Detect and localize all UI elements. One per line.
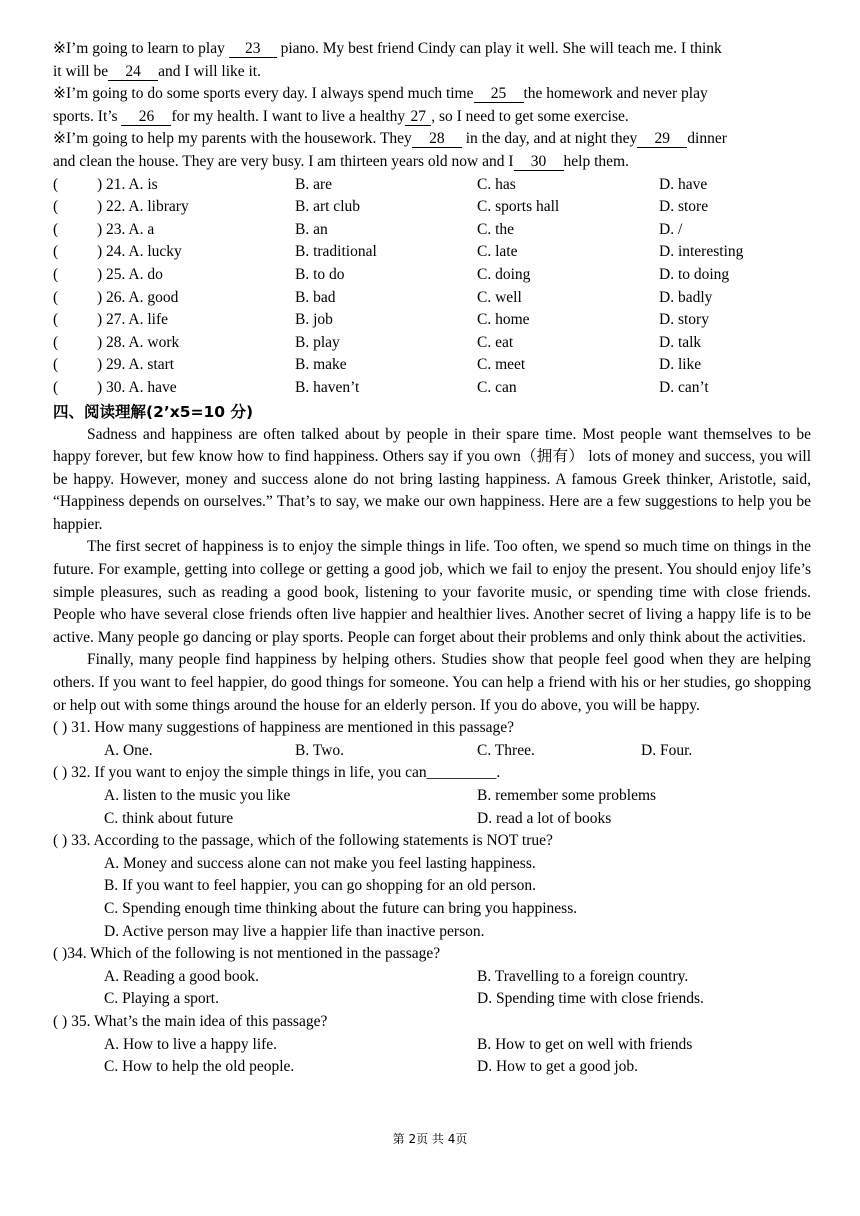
question-31-options (53, 740, 811, 763)
blank-24: 24 (108, 64, 158, 81)
question-number: ) 21. A. is (97, 175, 158, 193)
question-number: ) 27. A. life (97, 311, 169, 329)
text: , so I need to get some exercise. (431, 107, 629, 125)
question-32-options-row (53, 808, 811, 831)
option-c: C. the (477, 220, 515, 238)
blank-28: 28 (412, 131, 462, 148)
option-c: C. eat (477, 333, 514, 351)
text: help them. (563, 152, 629, 170)
option-c: C. home (477, 311, 530, 329)
option-d: D. read a lot of books (477, 809, 612, 827)
option-d: D. story (659, 311, 709, 329)
option-b: B. make (295, 356, 347, 374)
option-b: B. are (295, 175, 333, 193)
option-d: D. have (659, 175, 708, 193)
question-number: ) 29. A. start (97, 356, 175, 374)
choice-row: ( ) 30. A. have B. haven’t C. can D. can’t (53, 377, 811, 400)
option-a: A. One. (104, 741, 153, 759)
option-d: D. store (659, 198, 709, 216)
question-number: ) 30. A. have (97, 378, 177, 396)
option-b: B. Two. (295, 741, 345, 759)
choice-row: ( ) 23. A. a B. an C. the D. / (53, 219, 811, 242)
text: ※I’m going to do some sports every day. I always spend much time (53, 85, 474, 103)
text: it will be (53, 62, 109, 80)
text: ※I’m going to learn to play (53, 40, 229, 57)
question-35: ( ) 35. What’s the main idea of this passage? (53, 1012, 328, 1030)
question-32-options-row (53, 785, 811, 808)
question-number: ) 22. A. library (97, 198, 189, 216)
option-d: D. like (659, 356, 702, 374)
option-a: A. Reading a good book. (104, 967, 259, 985)
text: and clean the house. They are very busy. I am thirteen years old now and I (53, 152, 514, 170)
option-a: A. How to live a happy life. (104, 1035, 278, 1053)
option-c: C. can (477, 378, 517, 396)
choice-row: ( ) 24. A. lucky B. traditional C. late D. interesting (53, 241, 811, 264)
text: in the day, and at night they (461, 130, 638, 148)
cloze-passage (53, 38, 811, 174)
option-d: D. Spending time with close friends. (477, 990, 704, 1008)
text: ※I’m going to help my parents with the housework. They (53, 130, 412, 148)
option-d: D. Four. (641, 741, 693, 759)
passage-paragraph: Finally, many people find happiness by helping others. Studies show that people feel good when they are helping others. If you want to feel happier, do good things for someone. You can help a friend with his or her studies, go shopping or help out with some things around the house for an elderly person. If you do above, you will be happy. (53, 651, 811, 714)
option-b: B. remember some problems (477, 787, 657, 804)
cloze-line (53, 151, 811, 174)
option-b: B. Travelling to a foreign country. (477, 967, 689, 985)
option-a: A. Money and success alone can not make you feel lasting happiness. (104, 854, 536, 872)
option-c: C. Three. (477, 741, 535, 759)
option-d: D. badly (659, 288, 713, 306)
question-number: ) 25. A. do (97, 265, 163, 283)
option-d: D. talk (659, 333, 702, 351)
option-b: B. play (295, 333, 340, 351)
question-33: ( ) 33. According to the passage, which of the following statements is NOT true? (53, 832, 553, 850)
blank-29: 29 (637, 131, 687, 148)
option-a: A. listen to the music you like (104, 787, 291, 804)
text: sports. It’s (53, 107, 122, 125)
option-c: C. late (477, 243, 518, 261)
cloze-line (53, 38, 811, 61)
question-number: ) 24. A. lucky (97, 243, 182, 261)
option-b: B. traditional (295, 243, 377, 261)
option-c: C. meet (477, 356, 526, 374)
option-c: C. sports hall (477, 198, 560, 216)
blank-23: 23 (229, 41, 277, 58)
choice-row: ( ) 22. A. library B. art club C. sports hall D. store (53, 196, 811, 219)
exam-page (53, 38, 811, 1079)
question-number: ) 23. A. a (97, 220, 155, 238)
question-35-options-row (53, 1056, 811, 1079)
text: piano. My best friend Cindy can play it well. She will teach me. I think (276, 40, 722, 57)
option-c: C. How to help the old people. (104, 1058, 295, 1076)
question-34: ( )34. Which of the following is not mentioned in the passage? (53, 945, 441, 963)
option-d: D. Active person may live a happier life than inactive person. (104, 922, 485, 940)
choice-row: ( ) 21. A. is B. are C. has D. have (53, 174, 811, 197)
question-number: ) 26. A. good (97, 288, 179, 306)
option-d: D. How to get a good job. (477, 1058, 639, 1076)
cloze-line (53, 61, 811, 84)
question-31: ( ) 31. How many suggestions of happiness are mentioned in this passage? (53, 719, 515, 737)
option-b: B. to do (295, 265, 345, 283)
option-c: C. think about future (104, 809, 234, 827)
passage-paragraph: Sadness and happiness are often talked about by people in their spare time. Most people want themselves to be happy forever, but few know how to find happiness. Others say if you own（拥有） lots of money and success, you will be happy. However, money and success alone do not bring lasting happiness. A famous Greek thinker, Aristotle, said, “Happiness depends on ourselves.” That’s to say, we make our own happiness. Here are a few suggestions to help you be happier. (53, 425, 811, 533)
cloze-line (53, 106, 811, 129)
option-d: D. interesting (659, 243, 744, 261)
option-c: C. has (477, 175, 516, 193)
choice-row: ( ) 27. A. life B. job C. home D. story (53, 309, 811, 332)
choice-row: ( ) 29. A. start B. make C. meet D. like (53, 354, 811, 377)
passage-paragraph: The first secret of happiness is to enjoy the simple things in life. Too often, we spend so much time on things in the future. For example, getting into college or getting a good job, which we fail to enjoy the present. You should enjoy life’s simple pleasures, such as reading a good book, listening to your favorite music, or spending time with close friends. People who have several close friends often live happier and healthier lives. Another secret of living a happy life is to be active. Many people go dancing or play sports. People can forget about their problems and only think about the activities. (53, 538, 811, 646)
reading-passage (53, 424, 811, 718)
option-c: C. Spending enough time thinking about the future can bring you happiness. (104, 899, 578, 917)
choice-row: ( ) 25. A. do B. to do C. doing D. to doing (53, 264, 811, 287)
question-number: ) 28. A. work (97, 333, 180, 351)
choice-row: ( ) 28. A. work B. play C. eat D. talk (53, 332, 811, 355)
option-c: C. Playing a sport. (104, 990, 219, 1008)
option-b: B. job (295, 311, 333, 329)
option-d: D. / (659, 220, 683, 238)
option-b: B. an (295, 220, 328, 238)
text: the homework and never play (523, 85, 708, 103)
reading-questions (53, 717, 811, 1079)
option-b: B. art club (295, 198, 360, 216)
cloze-choices-table (53, 174, 811, 400)
text: dinner (687, 130, 727, 148)
choice-row: ( ) 26. A. good B. bad C. well D. badly (53, 287, 811, 310)
option-c: C. well (477, 288, 522, 306)
cloze-line (53, 128, 811, 151)
option-b: B. How to get on well with friends (477, 1035, 693, 1053)
blank-25: 25 (474, 86, 524, 103)
option-d: D. can’t (659, 378, 709, 396)
page-footer: 第 2页 共 4页 (392, 1132, 468, 1146)
option-c: C. doing (477, 265, 531, 283)
option-b: B. bad (295, 288, 336, 306)
question-35-options-row (53, 1034, 811, 1057)
question-32: ( ) 32. If you want to enjoy the simple things in life, you can_________. (53, 764, 501, 782)
cloze-line (53, 83, 811, 106)
blank-26: 26 (121, 109, 171, 126)
question-34-options-row (53, 988, 811, 1011)
text: and I will like it. (158, 62, 261, 80)
blank-30: 30 (514, 154, 564, 171)
text: for my health. I want to live a healthy (171, 107, 406, 125)
option-b: B. If you want to feel happier, you can go shopping for an old person. (104, 877, 536, 895)
blank-27: 27 (405, 109, 431, 126)
option-b: B. haven’t (295, 378, 360, 396)
question-34-options-row (53, 966, 811, 989)
option-d: D. to doing (659, 265, 730, 283)
section-title: 四、阅读理解(2’x5=10 分) (53, 402, 254, 421)
